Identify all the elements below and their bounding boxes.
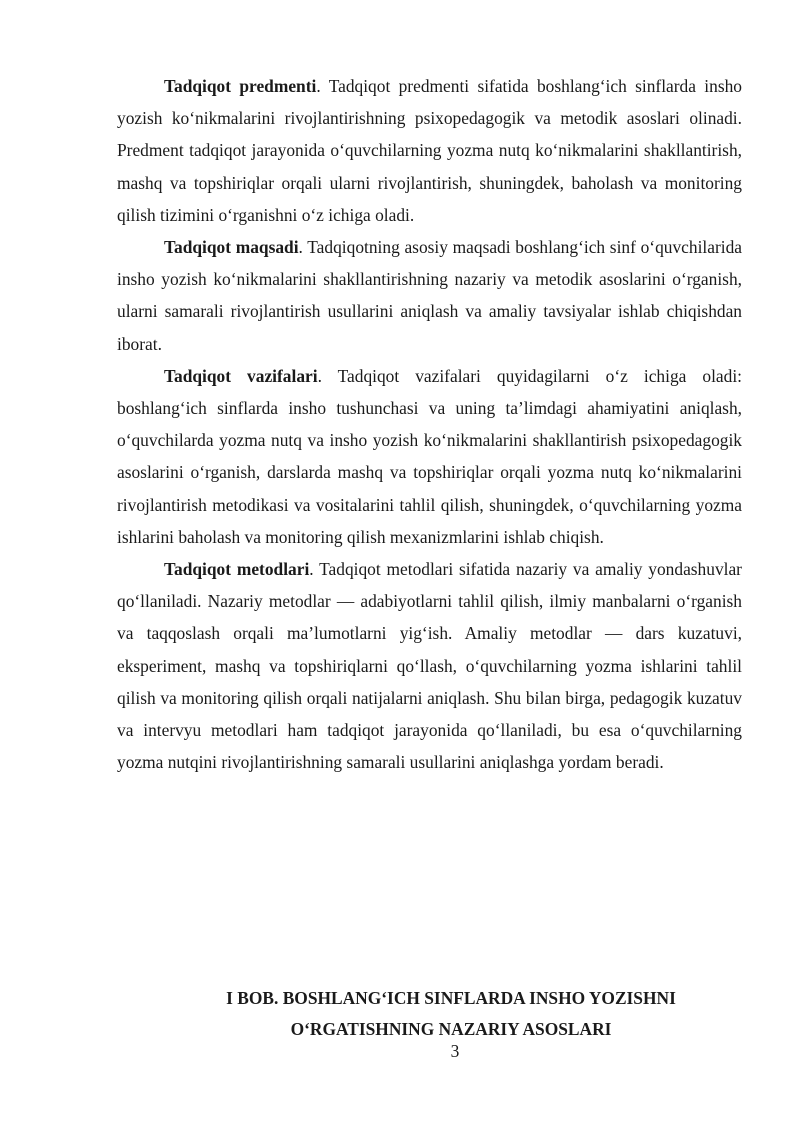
chapter-heading (117, 983, 785, 1045)
paragraph-goal (117, 231, 742, 360)
paragraph-tasks (117, 360, 742, 553)
paragraph-term: Tadqiqot predmenti (164, 76, 317, 96)
body-text (117, 70, 742, 778)
paragraph-text: . Tadqiqot metodlari sifatida nazariy va amaliy yondashuvlar qo‘llaniladi. Nazariy metodlar — adabiyotlarni tahlil qilish, ilmiy manbalarni o‘rganish va taqqoslash orqali ma’lumotlarni yig‘ish. Amaliy metodlar — dars kuzatuvi, eksperiment, mashq va topshiriqlarni qo‘llash, o‘quvchilarning yozma ishlarini tahlil qilish va monitoring qilish orqali natijalarni aniqlash. Shu bilan birga, pedagogik kuzatuv va intervyu metodlari ham tadqiqot jarayonida qo‘llaniladi, bu esa o‘quvchilarning yozma nutqini rivojlantirishning samarali usullarini aniqlashga yordam beradi. (117, 559, 742, 773)
paragraph-methods (117, 553, 742, 778)
paragraph-term: Tadqiqot vazifalari (164, 365, 318, 386)
paragraph-text: . Tadqiqot vazifalari quyidagilarni o‘z ichiga oladi: boshlang‘ich sinflarda insho tushunchasi va uning ta’limdagi ahamiyatini aniqlash, o‘quvchilarda yozma nutq va insho yozish ko‘nikmalarini shakllantirish psixopedagogik asoslarini o‘rganish, darslarda mashq va topshiriqlar orqali yozma nutq ko‘nikmalarini rivojlantirish metodikasi va vositalarini tahlil qilish, shuningdek, o‘quvchilarning yozma ishlarini baholash va monitoring qilish mexanizmlarini ishlab chiqish. (117, 365, 742, 547)
page-number: 3 (450, 1041, 460, 1061)
paragraph-subject (117, 70, 742, 231)
chapter-heading-line-1: I BOB. BOSHLANG‘ICH SINFLARDA INSHO YOZISHNI (226, 988, 676, 1008)
paragraph-text: . Tadqiqotning asosiy maqsadi boshlang‘ich sinf o‘quvchilarida insho yozish ko‘nikmalarini shakllantirishning nazariy va metodik asoslarini o‘rganish, ularni samarali rivojlantirish usullarini aniqlash va amaliy tavsiyalar ishlab chiqishdan iborat. (117, 237, 742, 354)
paragraph-text: . Tadqiqot predmenti sifatida boshlang‘ich sinflarda insho yozish ko‘nikmalarini rivojlantirishning psixopedagogik va metodik asoslari olinadi. Predment tadqiqot jarayonida o‘quvchilarning yozma nutq ko‘nikmalarini shakllantirish, mashq va topshiriqlar orqali ularni rivojlantirish, shuningdek, baholash va monitoring qilish tizimini o‘rganishni o‘z ichiga oladi. (117, 76, 742, 225)
chapter-heading-line-2: O‘RGATISHNING NAZARIY ASOSLARI (290, 1019, 612, 1039)
paragraph-term: Tadqiqot maqsadi (164, 237, 299, 258)
paragraph-term: Tadqiqot metodlari (164, 559, 310, 580)
